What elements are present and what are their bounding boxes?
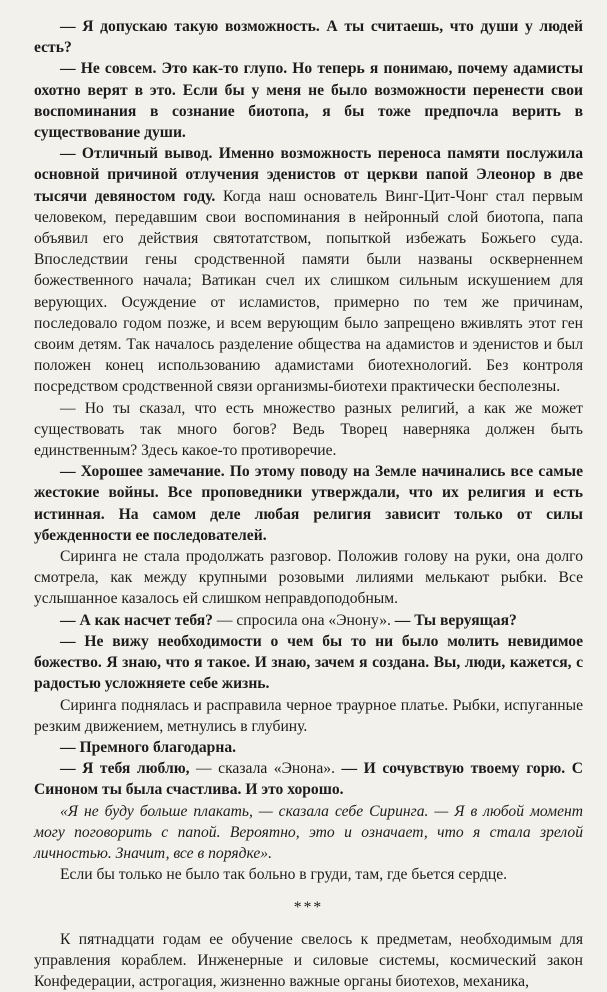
paragraph-3-bold: — Отличный вывод. Именно возможность переноса памяти послужила основной причиной отлучения эденистов от церкви папой Элеонор в две тысячи девяностом году.: [34, 145, 583, 205]
paragraph-9: Сиринга поднялась и расправила черное траурное платье. Рыбки, испуганные резким движением, метнулись в глубину.: [34, 696, 583, 735]
paragraph-7-bold: — А как насчет тебя?: [60, 611, 213, 629]
paragraph-3-normal: Когда наш основатель Винг-Цит-Чонг стал первым человеком, передавшим свои воспоминания в нейронный слой биотопа, папа объявил его действия святотатством, попыткой избежать Божьего суда. Впоследствии гены сродственной памяти были названы оскверненнем божественного начала; Ватикан счел их слишком сильным искушением для верующих. Осуждение от исламистов, примерно по тем же причинам, последовало годом позже, и всем верующим было запрещено вживлять этот ген своим детям. Так началось разделение общества на адамистов и эденистов и был положен конец использованию адамистами биотехнологий. Без контроля посредством сродственной связи организмы-биотехи практически бесполезны.: [34, 187, 583, 396]
paragraph-14: К пятнадцати годам ее обучение свелось к предметам, необходимым для управления кораблем. Инженерные и силовые системы, космический закон Конфедерации, астрогация, жизненно важные органы биотехов, механика,: [34, 930, 583, 990]
paragraph-7-normal: — спросила она «Энону».: [212, 611, 395, 629]
paragraph-11: [34, 758, 583, 800]
paragraph-2: — Не совсем. Это как-то глупо. Но теперь я понимаю, почему адамисты охотно верят в это. Если бы у меня не было возможности перенести свои воспоминания в сознание биотопа, я бы тоже предпочла верить в существование души.: [34, 60, 583, 142]
paragraph-10: — Премного благодарна.: [60, 738, 237, 756]
paragraph-8: — Не вижу необходимости о чем бы то ни было молить невидимое божество. Я знаю, что я такое. И знаю, зачем я создана. Вы, люди, кажется, с радостью усложняете себе жизнь.: [34, 632, 583, 693]
paragraph-1: — Я допускаю такую возможность. А ты считаешь, что души у людей есть?: [34, 18, 583, 57]
paragraph-12: «Я не буду больше плакать, — сказала себе Сиринга. — Я в любой момент могу поговорить с папой. Вероятно, это и означает, что я стала зрелой личностью. Значит, все в порядке».: [34, 802, 583, 862]
paragraph-11-bold-2: — И сочувствую твоему горю. С Синоном ты была счастлива. И это хорошо.: [34, 760, 583, 799]
paragraph-5: — Хорошее замечание. По этому поводу на Земле начинались все самые жестокие войны. Все проповедники утверждали, что их религия и есть истинная. На самом деле любая религия зависит только от силы убежденности ее последователей.: [34, 463, 583, 544]
paragraph-6: Сиринга не стала продолжать разговор. Положив голову на руки, она долго смотрела, как между крупными розовыми лилиями мелькают рыбки. Все услышанное казалось ей слишком неправдоподобным.: [34, 548, 583, 608]
paragraph-4: — Но ты сказал, что есть множество разных религий, а как же может существовать так много богов? Ведь Творец наверняка должен быть единственным? Здесь какое-то противоречие.: [34, 399, 583, 460]
paragraph-13: Если бы только не было так больно в груди, там, где бьется сердце.: [60, 866, 508, 884]
paragraph-11-bold: — Я тебя люблю,: [60, 760, 190, 778]
paragraph-7-bold-2: — Ты веруящая?: [394, 611, 517, 629]
paragraph-7: [34, 610, 583, 631]
paragraph-3: [34, 143, 583, 397]
paragraph-11-normal: — сказала «Энона».: [189, 760, 342, 778]
section-separator: ***: [293, 899, 324, 917]
